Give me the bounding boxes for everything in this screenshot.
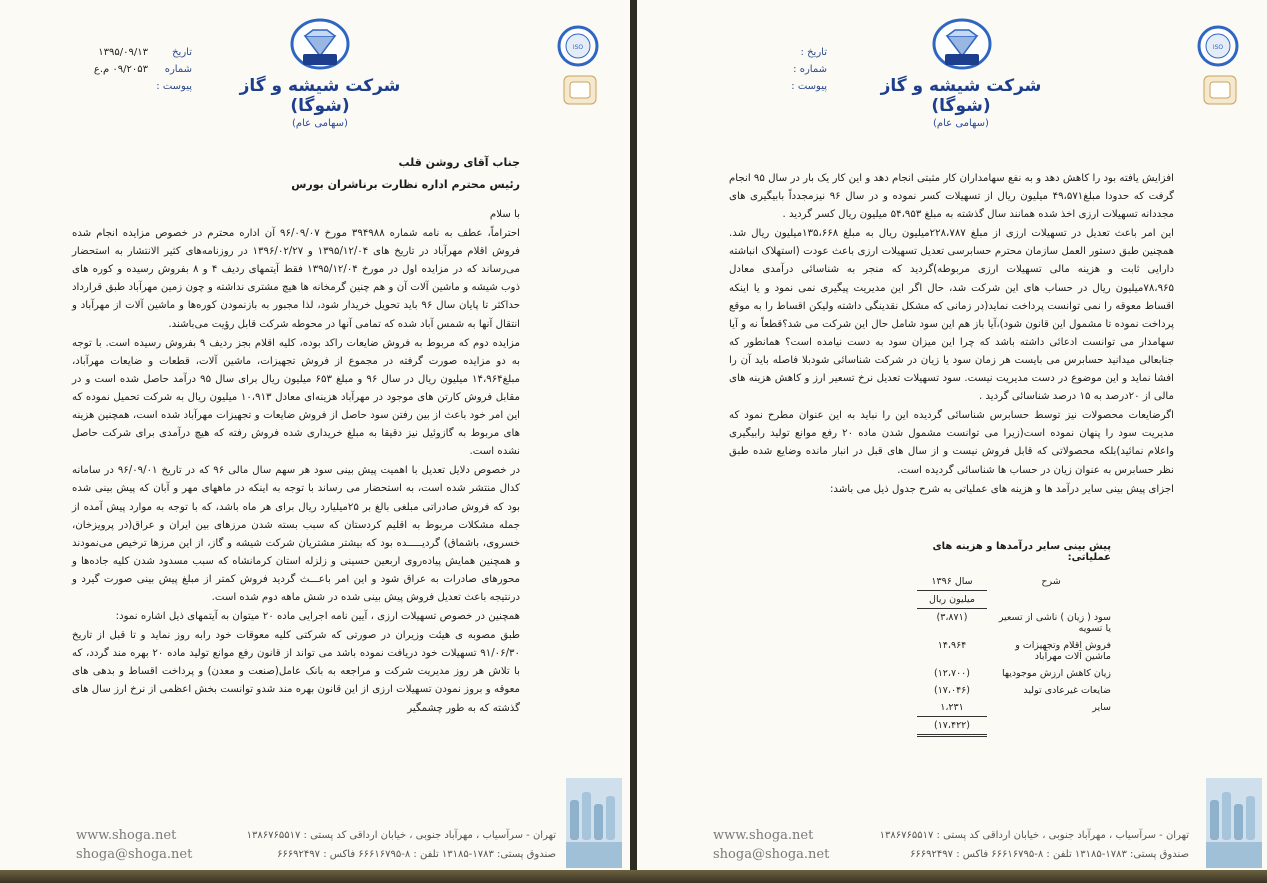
website-link[interactable]: www.shoga.net [76,828,177,843]
shoga-diamond-logo [289,18,351,70]
scanner-bottom-edge [0,870,1267,883]
row-value: (۳،۸۷۱) [936,612,968,623]
paragraph-2: مزایده دوم که مربوط به فروش ضایعات راکد بوده، کلیه اقلام بجز ردیف ۹ بفروش رسیده است. با توجه به دو مزایده صورت گرفته در مجموع از فروش تجهیزات، ماشین آلات، قطعات و ضایعات مهرآباد، مبلغ۱۴،۹۶۴ میلیون ریال در سال ۹۶ و مبلغ ۶۵۳ میلیون ریال برای سال ۹۵ درآمد حاصل شده است و در مقابل فروش کارتن های موجود در مهرآباد هزینه‌ای معادل ۱۰،۹۱۳ میلیون ریال به شرکت تحمیل نموده که این امر خود باعث از بین رفتن سود حاصل از فروش ضایعات و تجهیزات مهرآباد شده است، همچنین هزینه های مربوط به گازوئیل نیز دقیقا به مبلغ خریداری شده فروش رفته که هیچ درآمدی برای شرکت حاصل نشده است. [72,337,521,458]
letter-page-2 [637,0,1267,870]
unit-label: میلیون ریال [917,591,987,609]
number-label: شماره : [793,64,827,75]
paragraph-2: این امر باعث تعدیل در تسهیلات ارزی از مبلغ ۲۲۸،۷۸۷میلیون ریال به مبلغ ۱۳۵،۶۶۸میلیون ریال شد. همچنین طبق دستور العمل سازمان محترم حسابرسی تعدیل تسهیلات ارزی باعث عودت (استهلاک انباشته دارایی ثابت و هزینه مالی تسهیلات ارزی مربوطه)گردید که منجر به شناسائی درآمدی معادل ۷۸،۹۶۵میلیون ریال در حساب های این شرکت شد، حال اگر این مدیریت پیگیری نمی نمود و یا اینکه اقساط معوقه را نمی توانست پرداخت نماید(در زمانی که مشکل نقدینگی داشته ولیکن اقساط را به موقع پرداخت نموده تا مشمول این قانون شود)،آیا باز هم این سود شامل حال این شرکت می شد؟قطعاً نه و آیا سهامدار می توانست ادعائی داشته باشد که چرا این میزان سود به دست نیامده است؟ همانطور که جنابعالی میدانید حسابرس می بایست هر زمان سود یا زیان در شرکت شناسائی شودبلا فاصله باید آن را افشا نماید و این موضوع در دست مدیریت نیست. سود تسهیلات تعدیل نرخ تسعیر ارز و کاهش هزینه های مالی از ۲۰درصد به ۱۵ درصد شناسائی گردید . [729,228,1174,403]
iso-certificate-logo [1196,24,1240,68]
row-description: زیان کاهش ارزش موجودیها [1001,667,1111,679]
salutation: با سلام [489,209,520,220]
row-value: ۱۴،۹۶۴ [937,639,967,651]
table-row [917,682,1115,699]
table-row [917,637,1115,665]
row-value: ۱،۲۳۱ [917,699,987,717]
footer-contact [76,826,192,864]
iso-certificate-logo [556,24,600,68]
company-header [210,76,430,129]
glass-products-image [566,778,622,868]
address-line-1: تهران - سرآسیاب ، مهرآباد جنوبی ، خیابان ارداقی کد پستی : ۱۳۸۶۷۶۵۵۱۷ [879,830,1189,841]
footer-address [192,826,556,864]
paragraph-4: همچنین در خصوص تسهیلات ارزی ، آیین نامه اجرایی ماده ۲۰ میتوان به آیتمهای ذیل اشاره نمود: [115,611,520,623]
paragraph-3: اگرضایعات محصولات نیز توسط حسابرس شناسائی گردیده این را نباید به این عنوان مطرح نمود که مدیریت سود را پنهان نموده است(زیرا می توانست مشمول شدن ماده ۲۰ رفع موانع تولید رابیگیری واعلام نمائید)بلکه محصولاتی که قابل فروش نیست و از سال های قبل در انبار مانده وضایع شده طبق نظر حسابرس به عنوان زیان در حساب ها شناسائی گردیده است. [729,410,1174,476]
addressee-block [72,152,520,196]
svg-text:ISO: ISO [1212,44,1224,51]
date-label: تاریخ : [800,47,827,58]
table-row [917,665,1115,682]
quality-seal-icon [1200,70,1240,110]
number-value: ۰۹/۲۰۵۳ م.ع [93,64,148,75]
row-description: سود ( زیان ) ناشی از تسعیر یا تسویه [998,611,1111,634]
addressee-name: جناب آقای روشن قلب [398,156,520,169]
paragraph-1: احتراماً، عطف به نامه شماره ۳۹۴۹۸۸ مورخ ۹۶/۰۹/۰۷ آن اداره محترم در خصوص مزایده انجام شده فروش اقلام مهرآباد در تاریخ های ۱۳۹۵/۱۲/۰۴ و ۱۳۹۶/۰۲/۲۷ در روزنامه‌های کثیر الانتشار به استحضار می‌رساند که در مزایده اول در مورخ ۱۳۹۵/۱۲/۰۴ فقط آیتمهای ردیف ۴ و ۸ بفروش رسیده و کوره های ذوب شیشه و ماشین آلات آن و هم چنین گرمخانه ها هیچ مشتری نداشته و چون زمین مهرآباد طبق قرارداد حداکثر تا پایان سال ۹۶ باید تحویل خریدار شود، لذا مجبور به بازنمودن کوره‌ها و ماشین آلات از مهرآباد و انتقال آنها به شمس آباد شده که تمامی آنها در محوطه شرکت قابل رؤیت می‌باشند. [72,228,520,330]
company-subtitle: (سهامی عام) [933,118,989,129]
number-label: شماره [164,64,192,75]
svg-text:ISO: ISO [572,44,584,51]
date-label: تاریخ [172,47,192,58]
company-name: شرکت شیشه و گاز (شوگا) [880,76,1042,116]
address-line-1: تهران - سرآسیاب ، مهرآباد جنوبی ، خیابان ارداقی کد پستی : ۱۳۸۶۷۶۵۵۱۷ [246,830,556,841]
operating-income-table [917,538,1115,737]
column-header-year: سال ۱۳۹۶ [917,573,987,591]
letter-meta [747,44,827,95]
paragraph-1: افزایش یافته بود را کاهش دهد و به نفع سهامداران کار مثبتی انجام دهد و این کار یک بار در سال ۹۵ انجام گرفت که حدودا مبلغ۴۹،۵۷۱ میلیون ریال از تسهیلات کسر نموده و در سال ۹۶ نیزمجدداً بابیگیری های مجددانه تسهیلات ارزی اخذ شده همانند سال گذشته به مبلغ ۵۴،۹۵۳ میلیون ریال کسر گردید . [729,173,1174,221]
letter-body-1 [72,152,520,719]
footer-contact [713,826,829,864]
quality-seal-icon [560,70,600,110]
row-description: سایر [1092,701,1111,713]
company-subtitle: (سهامی عام) [292,118,348,129]
paragraph-3: در خصوص دلایل تعدیل با اهمیت پیش بینی سود هر سهم سال مالی ۹۶ که در تاریخ ۹۶/۰۹/۰۱ در سامانه کدال منتشر شده است، به استحضار می رساند با توجه به اینکه در ماههای مهر و آبان که پیش بینی شده بود که فروش صادراتی مبلغی بالغ بر ۲۵میلیارد ریال برای هر ماه باشد، که با توجه به موارد پیش آمده از جمله مشکلات مربوط به اقلیم کردستان که سبب بسته شدن مرزهای بین ایران و عراق(در پرویزخان، خسروی، باشماق) گردیـــــده بود که بیشتر مشتریان شرکت شیشه و گاز، از این مرزها ترخیص می‌نمودند و همچنین همایش پیاده‌روی اربعین حسینی و زلزله استان کرمانشاه که سبب مسدود شدن کلیه جاده‌ها و محورهای صادرات به عراق شود و این امر باعـــث گردید فروش کمتر از مبلغ پیش بینی صورت گیرد و درنتیجه باعث تعدیل فروش پیش بینی شده در شش ماهه دوم شده است. [72,465,520,603]
total-value: (۱۷،۴۲۲) [917,716,987,735]
table-total-row [917,716,1115,735]
table-row [917,609,1115,637]
row-description: ضایعات غیرعادی تولید [1023,684,1111,696]
letter-meta [82,44,192,95]
letter-page-1 [0,0,630,870]
address-line-2: صندوق پستی: ۱۷۸۳-۱۳۱۸۵ تلفن : ۸-۶۶۶۱۶۷۹۵ فاکس : ۶۶۶۹۲۴۹۷ [910,849,1189,860]
paragraph-5: طبق مصوبه ی هیئت وزیران در صورتی که شرکتی کلیه معوقات خود رابه روز نماید و تا قبل از تاریخ ۹۱/۰۶/۳۰ تسهیلات خود دریافت نموده باشد می تواند از قانون رفع موانع تولید ماده ۲۰ بهره مند گردد، که با تلاش هر روز مدیریت شرکت و مراجعه به بانک عامل(صنعت و معدن) و پرداخت اقساط و بدهی های معوقه و بروز نمودن تسهیلات ارزی از این قانون بهره مند شدو توانست بخش اعظمی از نرخ ارز سال های گذشته که به طور چشمگیر [72,630,520,714]
company-header [851,76,1071,129]
addressee-title: رئیس محترم اداره نظارت برناشران بورس [291,178,520,191]
email-link[interactable]: shoga@shoga.net [76,847,193,862]
footer-address [825,826,1189,864]
date-value: ۱۳۹۵/۰۹/۱۳ [98,47,148,58]
table-title: پیش بینی سایر درآمدها و هزینه های عملیاتی: [932,541,1111,563]
column-header-description: شرح [1041,576,1061,587]
table-row [917,699,1115,717]
attachment-label: پیوست : [156,81,192,92]
address-line-2: صندوق پستی: ۱۷۸۳-۱۳۱۸۵ تلفن : ۸-۶۶۶۱۶۷۹۵ فاکس : ۶۶۶۹۲۴۹۷ [277,849,556,860]
attachment-label: پیوست : [791,81,827,92]
row-description: فروش اقلام وتجهیزات و ماشین آلات مهرآباد [1015,639,1111,662]
letter-body-2 [729,170,1174,500]
email-link[interactable]: shoga@shoga.net [713,847,830,862]
website-link[interactable]: www.shoga.net [713,828,814,843]
row-value: (۱۷،۰۴۶) [933,684,971,696]
row-value: (۱۲،۷۰۰) [933,667,971,679]
shoga-diamond-logo [931,18,993,70]
page-gutter [630,0,637,883]
glass-products-image [1206,778,1262,868]
company-name: شرکت شیشه و گاز (شوگا) [239,76,401,116]
paragraph-4: اجزای پیش بینی سایر درآمد ها و هزینه های عملیاتی به شرح جدول ذیل می باشد: [829,483,1174,495]
